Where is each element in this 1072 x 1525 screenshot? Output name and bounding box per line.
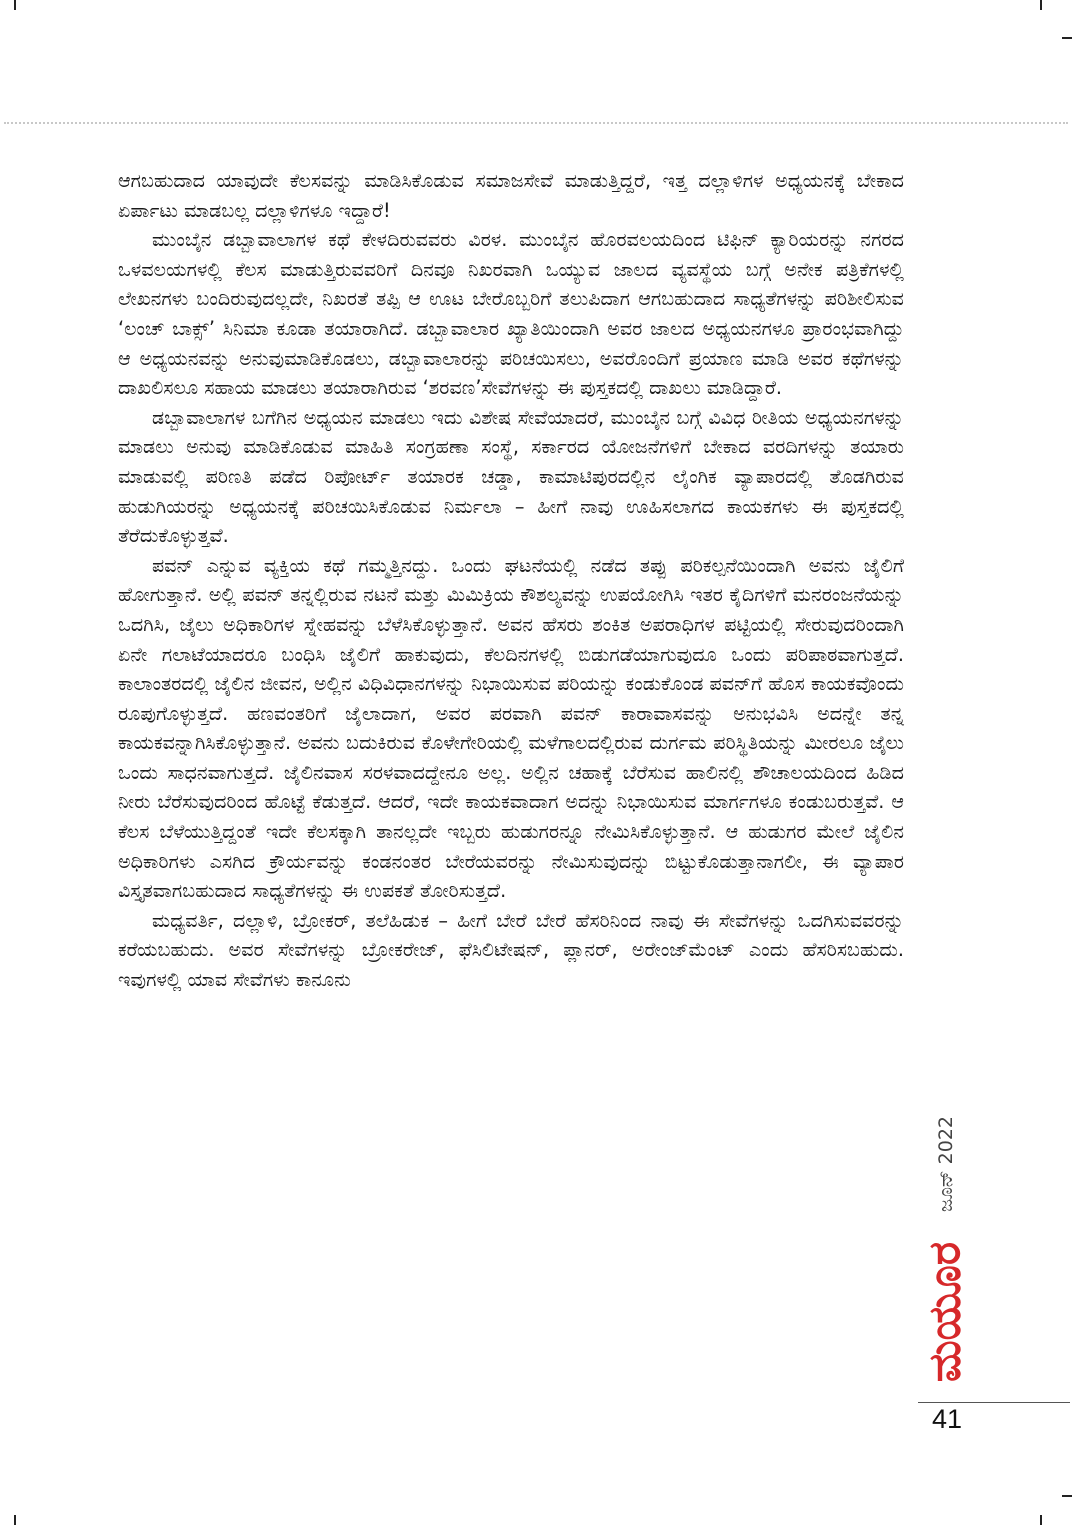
crop-mark-top-left	[14, 0, 16, 10]
crop-mark-right-top	[1062, 37, 1072, 39]
crop-mark-bottom-right	[1040, 1515, 1042, 1525]
paragraph-3: ಡಬ್ಬಾವಾಲಾಗಳ ಬಗೆಗಿನ ಅಧ್ಯಯನ ಮಾಡಲು ಇದು ವಿಶೇಷ ಸೇವೆಯಾದರೆ, ಮುಂಬೈನ ಬಗ್ಗೆ ವಿವಿಧ ರೀತಿಯ ಅಧ್ಯಯನಗಳನ್ನು ಮಾಡಲು ಅನುವು ಮಾಡಿಕೊಡುವ ಮಾಹಿತಿ ಸಂಗ್ರಹಣಾ ಸಂಸ್ಥೆ, ಸರ್ಕಾರದ ಯೋಜನೆಗಳಿಗೆ ಬೇಕಾದ ವರದಿಗಳನ್ನು ತಯಾರು ಮಾಡುವಲ್ಲಿ ಪರಿಣತಿ ಪಡೆದ ರಿಪೋರ್ಟ್ ತಯಾರಕ ಚಡ್ಡಾ, ಕಾಮಾಟಿಪುರದಲ್ಲಿನ ಲೈಂಗಿಕ ವ್ಯಾಪಾರದಲ್ಲಿ ತೊಡಗಿರುವ ಹುಡುಗಿಯರನ್ನು ಅಧ್ಯಯನಕ್ಕೆ ಪರಿಚಯಿಸಿಕೊಡುವ ನಿರ್ಮಲಾ – ಹೀಗೆ ನಾವು ಊಹಿಸಲಾಗದ ಕಾಯಕಗಳು ಈ ಪುಸ್ತಕದಲ್ಲಿ ತೆರೆದುಕೊಳ್ಳುತ್ತವೆ.	[118, 405, 904, 548]
crop-mark-bottom-left	[14, 1515, 16, 1525]
header-dotted-rule	[4, 122, 1068, 124]
magazine-logo	[916, 1232, 974, 1392]
article-body	[118, 166, 904, 995]
paragraph-1: ಆಗಬಹುದಾದ ಯಾವುದೇ ಕೆಲಸವನ್ನು ಮಾಡಿಸಿಕೊಡುವ ಸಮಾಜಸೇವೆ ಮಾಡುತ್ತಿದ್ದರೆ, ಇತ್ತ ದಲ್ಲಾಳಿಗಳ ಅಧ್ಯಯನಕ್ಕೆ ಬೇಕಾದ ಏರ್ಪಾಟು ಮಾಡಬಲ್ಲ ದಲ್ಲಾಳಿಗಳೂ ಇದ್ದಾರೆ!	[118, 169, 904, 222]
issue-date	[906, 1112, 986, 1216]
crop-mark-right-bottom	[1062, 1495, 1072, 1497]
issue-date-text: ಜೂನ್ 2022	[935, 1115, 957, 1213]
paragraph-4: ಪವನ್ ಎನ್ನುವ ವ್ಯಕ್ತಿಯ ಕಥೆ ಗಮ್ಮತ್ತಿನದ್ದು. ಒಂದು ಘಟನೆಯಲ್ಲಿ ನಡೆದ ತಪ್ಪು ಪರಿಕಲ್ಪನೆಯಿಂದಾಗಿ ಅವನು ಜೈಲಿಗೆ ಹೋಗುತ್ತಾನೆ. ಅಲ್ಲಿ ಪವನ್ ತನ್ನಲ್ಲಿರುವ ನಟನೆ ಮತ್ತು ಮಿಮಿಕ್ರಿಯ ಕೌಶಲ್ಯವನ್ನು ಉಪಯೋಗಿಸಿ ಇತರ ಕೈದಿಗಳಿಗೆ ಮನರಂಜನೆಯನ್ನು ಒದಗಿಸಿ, ಜೈಲು ಅಧಿಕಾರಿಗಳ ಸ್ನೇಹವನ್ನು ಬೆಳೆಸಿಕೊಳ್ಳುತ್ತಾನೆ. ಅವನ ಹೆಸರು ಶಂಕಿತ ಅಪರಾಧಿಗಳ ಪಟ್ಟಿಯಲ್ಲಿ ಸೇರುವುದರಿಂದಾಗಿ ಏನೇ ಗಲಾಟೆಯಾದರೂ ಬಂಧಿಸಿ ಜೈಲಿಗೆ ಹಾಕುವುದು, ಕೆಲದಿನಗಳಲ್ಲಿ ಬಿಡುಗಡೆಯಾಗುವುದೂ ಒಂದು ಪರಿಪಾಠವಾಗುತ್ತದೆ. ಕಾಲಾಂತರದಲ್ಲಿ ಜೈಲಿನ ಜೀವನ, ಅಲ್ಲಿನ ವಿಧಿವಿಧಾನಗಳನ್ನು ನಿಭಾಯಿಸುವ ಪರಿಯನ್ನು ಕಂಡುಕೊಂಡ ಪವನ್‌ಗೆ ಹೊಸ ಕಾಯಕವೊಂದು ರೂಪುಗೊಳ್ಳುತ್ತದೆ. ಹಣವಂತರಿಗೆ ಜೈಲಾದಾಗ, ಅವರ ಪರವಾಗಿ ಪವನ್ ಕಾರಾವಾಸವನ್ನು ಅನುಭವಿಸಿ ಅದನ್ನೇ ತನ್ನ ಕಾಯಕವನ್ನಾಗಿಸಿಕೊಳ್ಳುತ್ತಾನೆ. ಅವನು ಬದುಕಿರುವ ಕೊಳೇಗೇರಿಯಲ್ಲಿ ಮಳೆಗಾಲದಲ್ಲಿರುವ ದುರ್ಗಮ ಪರಿಸ್ಥಿತಿಯನ್ನು ಮೀರಲೂ ಜೈಲು ಒಂದು ಸಾಧನವಾಗುತ್ತದೆ. ಜೈಲಿನವಾಸ ಸರಳವಾದದ್ದೇನೂ ಅಲ್ಲ. ಅಲ್ಲಿನ ಚಹಾಕ್ಕೆ ಬೆರೆಸುವ ಹಾಲಿನಲ್ಲಿ ಶೌಚಾಲಯದಿಂದ ಹಿಡಿದ ನೀರು ಬೆರೆಸುವುದರಿಂದ ಹೊಟ್ಟೆ ಕೆಡುತ್ತದೆ. ಆದರೆ, ಇದೇ ಕಾಯಕವಾದಾಗ ಅದನ್ನು ನಿಭಾಯಿಸುವ ಮಾರ್ಗಗಳೂ ಕಂಡುಬರುತ್ತವೆ. ಆ ಕೆಲಸ ಬೆಳೆಯುತ್ತಿದ್ದಂತೆ ಇದೇ ಕೆಲಸಕ್ಕಾಗಿ ತಾನಲ್ಲದೇ ಇಬ್ಬರು ಹುಡುಗರನ್ನೂ ನೇಮಿಸಿಕೊಳ್ಳುತ್ತಾನೆ. ಆ ಹುಡುಗರ ಮೇಲೆ ಜೈಲಿನ ಅಧಿಕಾರಿಗಳು ಎಸಗಿದ ಕ್ರೌರ್ಯವನ್ನು ಕಂಡನಂತರ ಬೇರೆಯವರನ್ನು ನೇಮಿಸುವುದನ್ನು ಬಿಟ್ಟುಕೊಡುತ್ತಾನಾಗಲೀ, ಈ ವ್ಯಾಪಾರ ವಿಸ್ತೃತವಾಗಬಹುದಾದ ಸಾಧ್ಯತೆಗಳನ್ನು ಈ ಉಪಕತೆ ತೋರಿಸುತ್ತದೆ.	[118, 553, 904, 903]
page-number: 41	[932, 1404, 963, 1434]
paragraph-5: ಮಧ್ಯವರ್ತಿ, ದಲ್ಲಾಳಿ, ಬ್ರೋಕರ್, ತಲೆಹಿಡುಕ – ಹೀಗೆ ಬೇರೆ ಬೇರೆ ಹೆಸರಿನಿಂದ ನಾವು ಈ ಸೇವೆಗಳನ್ನು ಒದಗಿಸುವವರನ್ನು ಕರೆಯಬಹುದು. ಅವರ ಸೇವೆಗಳನ್ನು ಬ್ರೋಕರೇಜ್, ಫೆಸಿಲಿಟೇಷನ್, ಪ್ಲಾನರ್, ಅರೇಂಜ್‌ಮೆಂಟ್ ಎಂದು ಹೆಸರಿಸಬಹುದು. ಇವುಗಳಲ್ಲಿ ಯಾವ ಸೇವೆಗಳು ಕಾನೂನು	[118, 908, 904, 992]
page-number-rule	[918, 1402, 1070, 1403]
crop-mark-top-right	[1040, 0, 1042, 10]
magazine-logo-text: ಮಯೂರ	[919, 1241, 971, 1383]
paragraph-2: ಮುಂಬೈನ ಡಬ್ಬಾವಾಲಾಗಳ ಕಥೆ ಕೇಳದಿರುವವರು ವಿರಳ. ಮುಂಬೈನ ಹೊರವಲಯದಿಂದ ಟಿಫಿನ್ ಕ್ಯಾರಿಯರನ್ನು ನಗರದ ಒಳವಲಯಗಳಲ್ಲಿ ಕೆಲಸ ಮಾಡುತ್ತಿರುವವರಿಗೆ ದಿನವೂ ನಿಖರವಾಗಿ ಒಯ್ಯುವ ಜಾಲದ ವ್ಯವಸ್ಥೆಯ ಬಗ್ಗೆ ಅನೇಕ ಪತ್ರಿಕೆಗಳಲ್ಲಿ ಲೇಖನಗಳು ಬಂದಿರುವುದಲ್ಲದೇ, ನಿಖರತೆ ತಪ್ಪಿ ಆ ಊಟ ಬೇರೊಬ್ಬರಿಗೆ ತಲುಪಿದಾಗ ಆಗಬಹುದಾದ ಸಾಧ್ಯತೆಗಳನ್ನು ಪರಿಶೀಲಿಸುವ ‘ಲಂಚ್ ಬಾಕ್ಸ್’ ಸಿನಿಮಾ ಕೂಡಾ ತಯಾರಾಗಿದೆ. ಡಬ್ಬಾವಾಲಾರ ಖ್ಯಾತಿಯಿಂದಾಗಿ ಅವರ ಜಾಲದ ಅಧ್ಯಯನಗಳೂ ಪ್ರಾರಂಭವಾಗಿದ್ದು ಆ ಅಧ್ಯಯನವನ್ನು ಅನುವುಮಾಡಿಕೊಡಲು, ಡಬ್ಬಾವಾಲಾರನ್ನು ಪರಿಚಯಿಸಲು, ಅವರೊಂದಿಗೆ ಪ್ರಯಾಣ ಮಾಡಿ ಅವರ ಕಥೆಗಳನ್ನು ದಾಖಲಿಸಲೂ ಸಹಾಯ ಮಾಡಲು ತಯಾರಾಗಿರುವ ‘ಶರವಣ’ಸೇವೆಗಳನ್ನು ಈ ಪುಸ್ತಕದಲ್ಲಿ ದಾಖಲು ಮಾಡಿದ್ದಾರೆ.	[118, 228, 904, 400]
